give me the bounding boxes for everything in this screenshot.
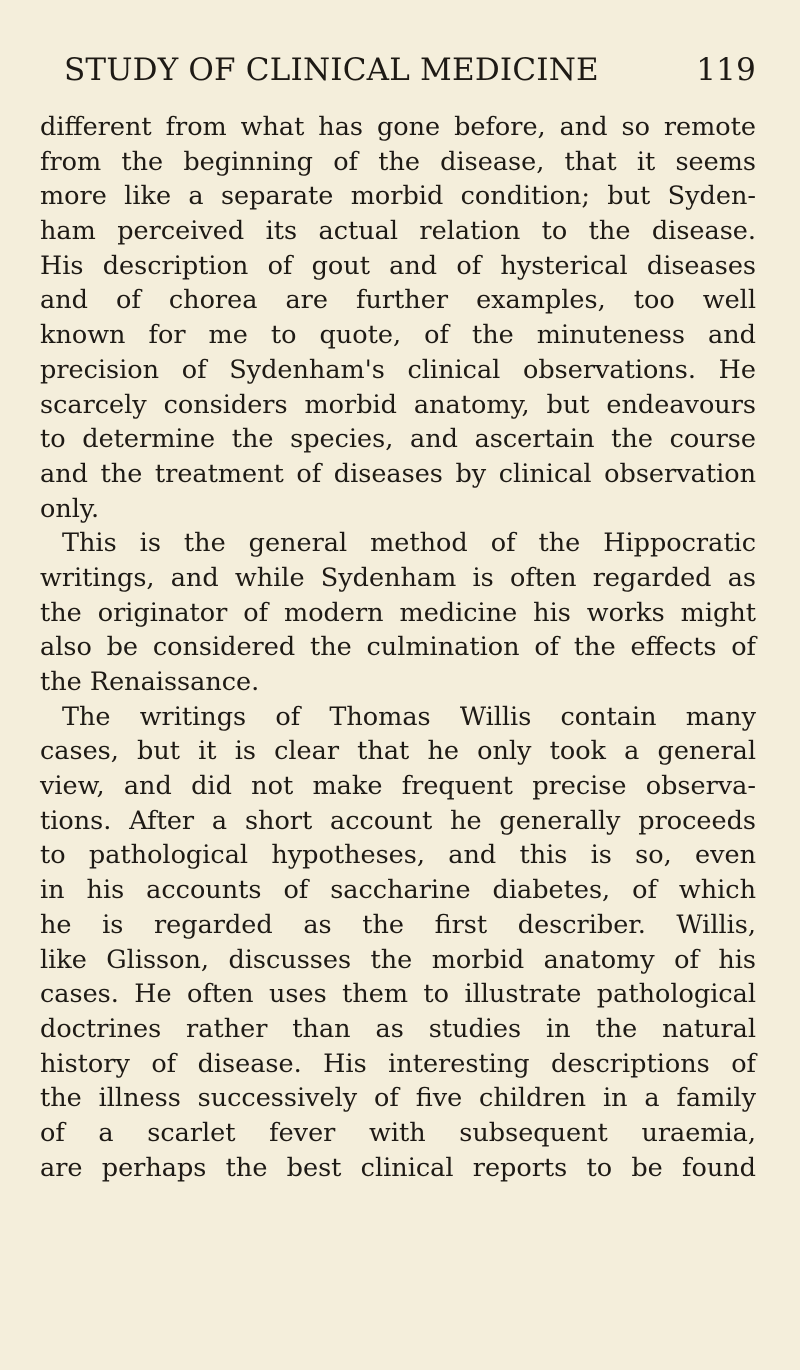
running-title: STUDY OF CLINICAL MEDICINE xyxy=(64,52,599,88)
text-line: cases. He often uses them to illustrate pathological xyxy=(40,979,756,1010)
text-line: of a scarlet fever with subsequent uraemia, xyxy=(40,1117,756,1148)
text-line: history of disease. His interesting descriptions of xyxy=(40,1048,756,1079)
text-line: The writings of Thomas Willis contain many xyxy=(62,701,756,732)
text-line: doctrines rather than as studies in the natural xyxy=(40,1013,756,1044)
text-line: only. xyxy=(40,493,100,524)
text-line: and the treatment of diseases by clinical observation xyxy=(40,458,756,489)
text-line: and of chorea are further examples, too well xyxy=(40,285,756,316)
text-line: ham perceived its actual relation to the disease. xyxy=(40,216,756,247)
page-number: 119 xyxy=(696,52,756,88)
text-line: tions. After a short account he generally proceeds xyxy=(40,805,756,836)
text-line: from the beginning of the disease, that it seems xyxy=(40,146,756,177)
text-line: the originator of modern medicine his works might xyxy=(40,597,756,628)
text-line: precision of Sydenham's clinical observations. He xyxy=(40,354,756,385)
text-line: His description of gout and of hysterical diseases xyxy=(40,250,756,281)
text-line: view, and did not make frequent precise observa- xyxy=(40,771,756,802)
text-line: to determine the species, and ascertain the course xyxy=(40,424,756,455)
text-line: to pathological hypotheses, and this is so, even xyxy=(40,840,756,871)
text-line: different from what has gone before, and so remote xyxy=(40,112,756,142)
text-line: writings, and while Sydenham is often regarded as xyxy=(40,562,756,593)
text-line: he is regarded as the first describer. Willis, xyxy=(40,909,756,940)
text-line: cases, but it is clear that he only took a general xyxy=(40,736,756,767)
text-line: more like a separate morbid condition; but Syden- xyxy=(40,181,756,212)
text-line: the Renaissance. xyxy=(40,667,260,697)
text-line: This is the general method of the Hippocratic xyxy=(62,528,756,559)
text-line: known for me to quote, of the minuteness and xyxy=(40,320,756,351)
text-line: in his accounts of saccharine diabetes, of which xyxy=(40,875,756,906)
text-line: also be considered the culmination of the effects of xyxy=(40,632,756,663)
body-text xyxy=(40,110,756,1185)
text-line: scarcely considers morbid anatomy, but endeavours xyxy=(40,389,756,420)
text-line: like Glisson, discusses the morbid anatomy of his xyxy=(40,944,756,975)
running-head xyxy=(64,52,756,96)
text-line: are perhaps the best clinical reports to be found xyxy=(40,1152,756,1183)
text-line: the illness successively of five children in a family xyxy=(40,1083,756,1114)
